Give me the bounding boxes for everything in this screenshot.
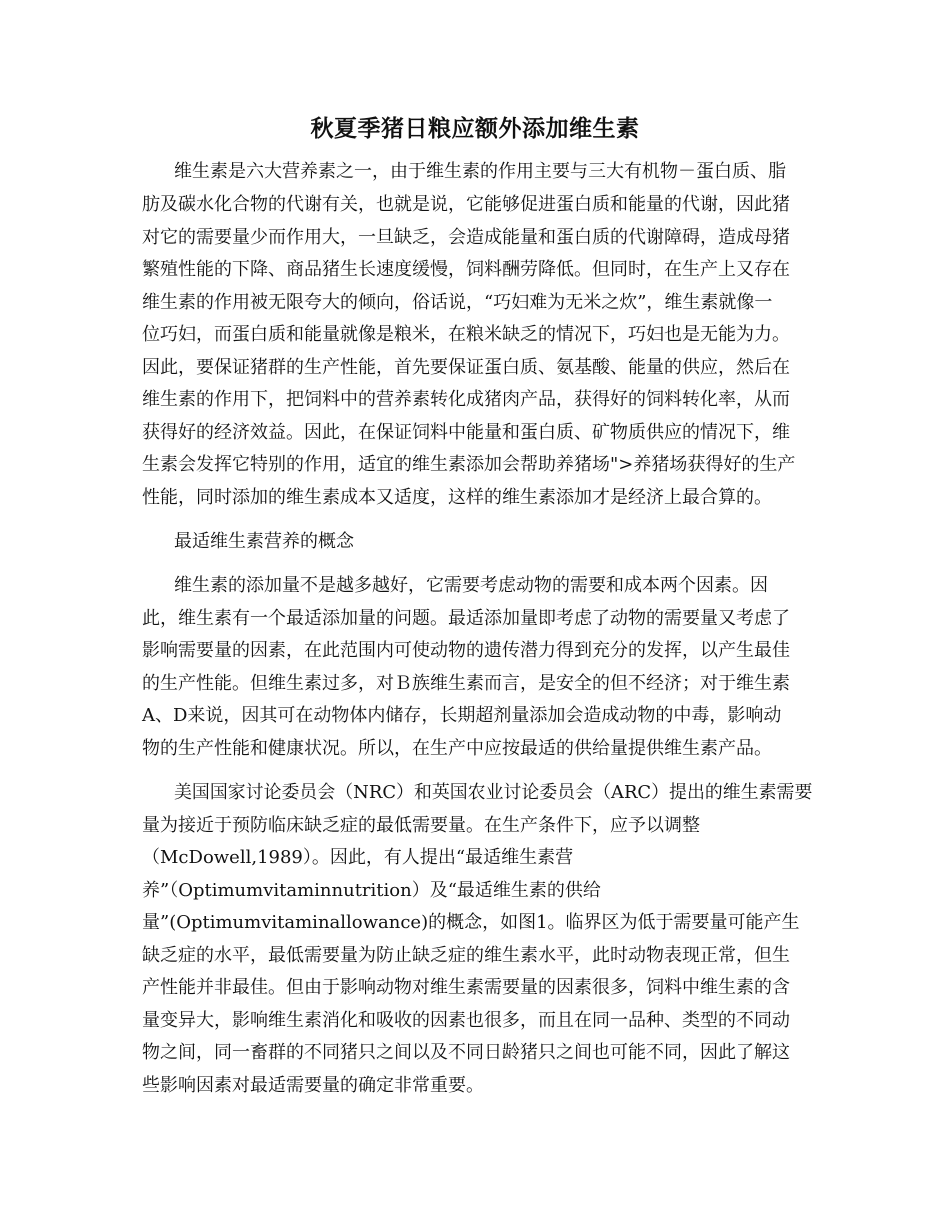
text-line: 量为接近于预防临床缺乏症的最低需要量。在生产条件下，应予以调整 [142,815,700,836]
text-line: 肪及碳水化合物的代谢有关，也就是说，它能够促进蛋白质和能量的代谢，因此猪 [142,194,790,215]
text-line: 此，维生素有一个最适添加量的问题。最适添加量即考虑了动物的需要量又考虑了 [142,608,790,629]
text-line: （McDowell,1989）。因此，有人提出“最适维生素营 [142,847,574,868]
text-line: 维生素是六大营养素之一，由于维生素的作用主要与三大有机物－蛋白质、脂 [174,161,786,182]
text-line: 量”(Optimumvitaminallowance)的概念，如图1。临界区为低于需要量可能产生 [142,912,800,933]
text-line: 些影响因素对最适需要量的确定非常重要。 [142,1075,484,1096]
text-line: 养”（Optimumvitaminnutrition）及“最适维生素的供给 [142,880,601,901]
text-line: A、D来说，因其可在动物体内储存，长期超剂量添加会造成动物的中毒，影响动 [142,705,782,726]
text-line: 量变异大，影响维生素消化和吸收的因素也很多，而且在同一品种、类型的不同动 [142,1010,790,1031]
document-title: 秋夏季猪日粮应额外添加维生素 [310,115,640,142]
text-line: 美国国家讨论委员会（NRC）和英国农业讨论委员会（ARC）提出的维生素需要 [174,782,813,803]
text-line: 对它的需要量少而作用大，一旦缺乏，会造成能量和蛋白质的代谢障碍，造成母猪 [142,227,790,248]
text-line: 繁殖性能的下降、商品猪生长速度缓慢，饲料酬劳降低。但同时，在生产上又存在 [142,259,790,280]
text-line: 缺乏症的水平，最低需要量为防止缺乏症的维生素水平，此时动物表现正常，但生 [142,945,790,966]
text-line: 维生素的添加量不是越多越好，它需要考虑动物的需要和成本两个因素。因 [174,575,768,596]
text-line: 维生素的作用下，把饲料中的营养素转化成猪肉产品，获得好的饲料转化率，从而 [142,389,790,410]
text-line: 获得好的经济效益。因此，在保证饲料中能量和蛋白质、矿物质供应的情况下，维 [142,422,790,443]
text-line: 维生素的作用被无限夸大的倾向，俗话说，“巧妇难为无米之炊”，维生素就像一 [142,292,773,313]
text-line: 位巧妇，而蛋白质和能量就像是粮米，在粮米缺乏的情况下，巧妇也是无能为力。 [142,324,790,345]
text-line: 产性能并非最佳。但由于影响动物对维生素需要量的因素很多，饲料中维生素的含 [142,977,790,998]
text-line: 物的生产性能和健康状况。所以，在生产中应按最适的供给量提供维生素产品。 [142,738,772,759]
section-heading: 最适维生素营养的概念 [174,531,354,552]
text-line: 因此，要保证猪群的生产性能，首先要保证蛋白质、氨基酸、能量的供应，然后在 [142,357,790,378]
text-line: 生素会发挥它特别的作用，适宜的维生素添加会帮助养猪场">养猪场获得好的生产 [142,454,796,475]
text-line: 的生产性能。但维生素过多，对Ｂ族维生素而言，是安全的但不经济；对于维生素 [142,673,790,694]
text-line: 影响需要量的因素，在此范围内可使动物的遗传潜力得到充分的发挥，以产生最佳 [142,640,790,661]
text-line: 物之间，同一畜群的不同猪只之间以及不同日龄猪只之间也可能不同，因此了解这 [142,1042,790,1063]
text-line: 性能，同时添加的维生素成本又适度，这样的维生素添加才是经济上最合算的。 [142,487,772,508]
